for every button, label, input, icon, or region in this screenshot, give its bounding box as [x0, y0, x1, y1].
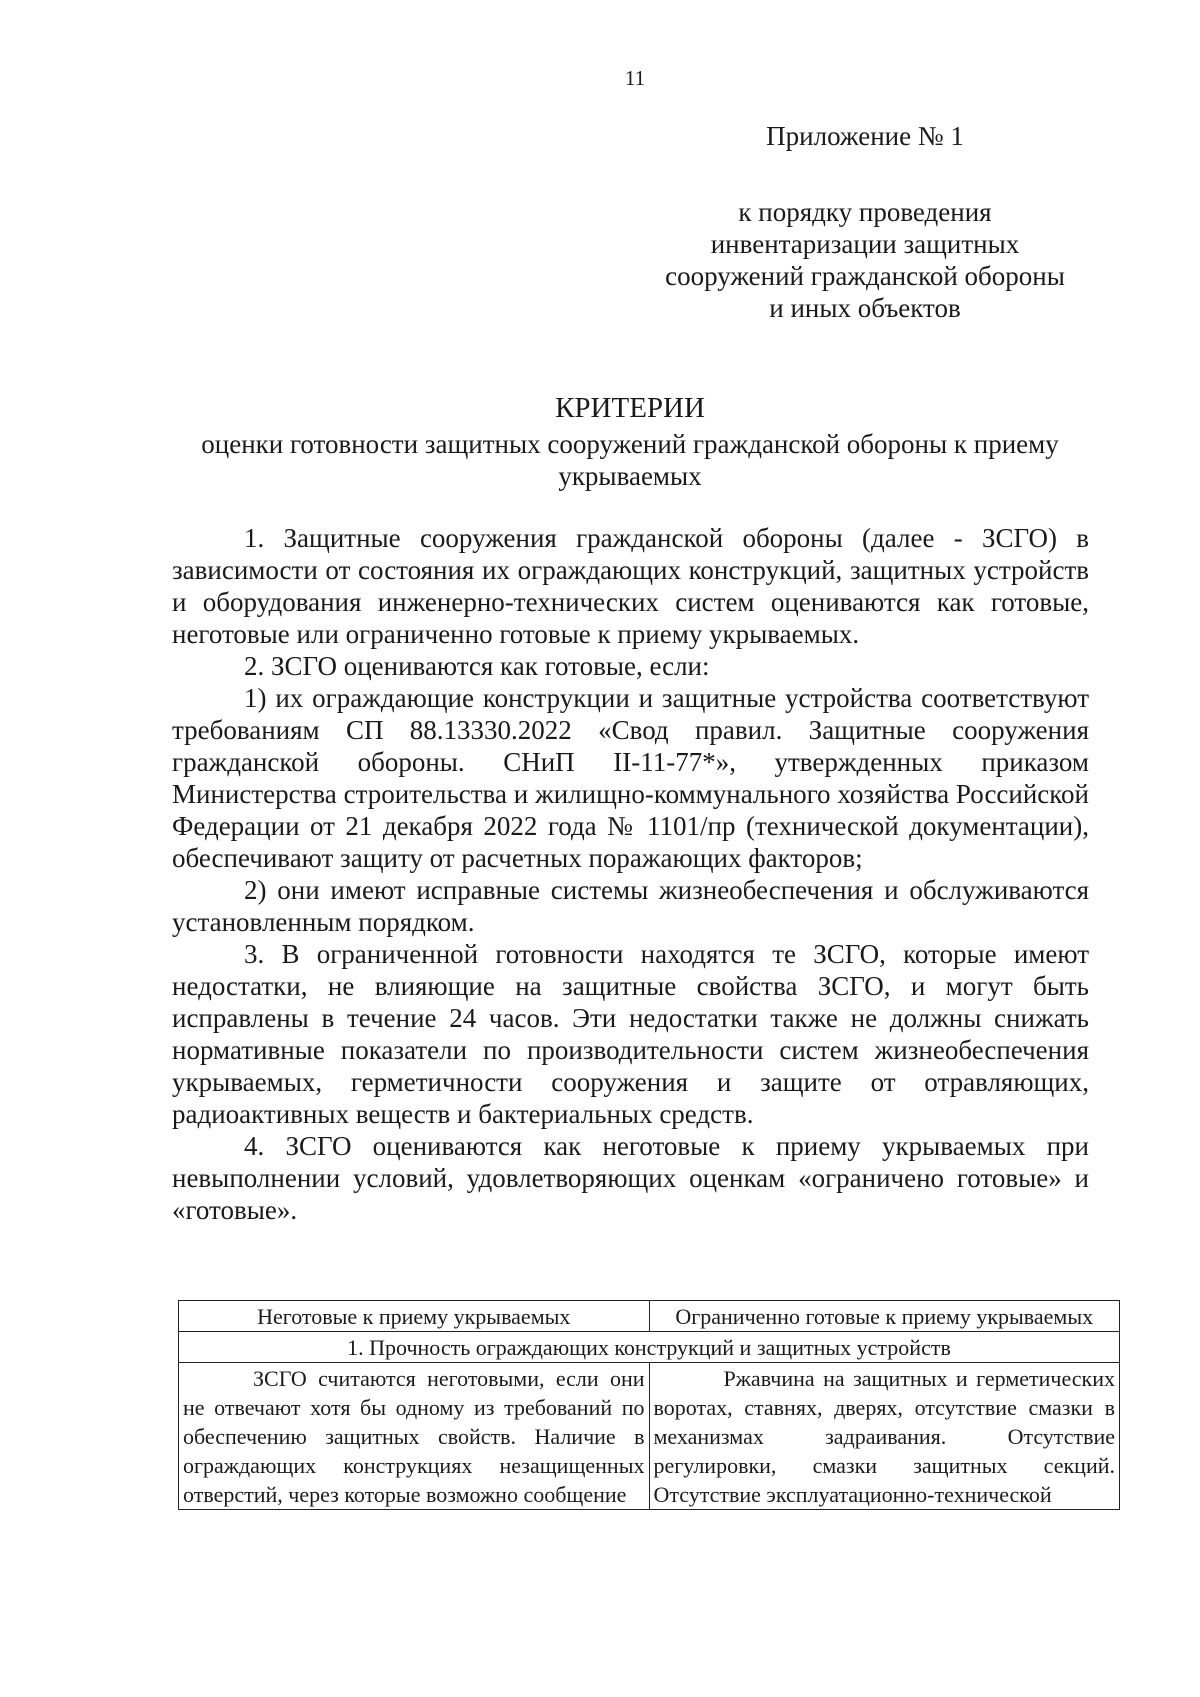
appendix-reference-line: инвентаризации защитных [710, 229, 1020, 259]
paragraph: 4. ЗСГО оцениваются как неготовые к приему укрываемых при невыполнении условий, удовлетворяющих оценкам «ограничено готовые» и «готовые». [172, 1131, 1089, 1225]
table-row [179, 1363, 1120, 1510]
appendix-reference [650, 196, 1080, 324]
paragraph: 2) они имеют исправные системы жизнеобеспечения и обслуживаются установленным порядком. [172, 875, 1089, 937]
paragraph: 1) их ограждающие конструкции и защитные устройства соответствуют требованиям СП 88.13330.2022 «Свод правил. Защитные сооружения гражданской обороны. СНиП II-11-77*», утвержденных приказом Министерства строительства и жилищно-коммунального хозяйства Российской Федерации от 21 декабря 2022 года № 1101/пр (технической документации), обеспечивают защиту от расчетных поражающих факторов; [172, 683, 1089, 873]
table-header-not-ready: Неготовые к приему укрываемых [179, 1301, 650, 1332]
page-number: 11 [624, 66, 646, 90]
paragraph: 1. Защитные сооружения гражданской обороны (далее - ЗСГО) в зависимости от состояния их ограждающих конструкций, защитных устройств и оборудования инженерно-технических систем оцениваются как готовые, неготовые или ограниченно готовые к приему укрываемых. [172, 523, 1089, 649]
appendix-reference-line: сооружений гражданской обороны [665, 261, 1065, 291]
document-title: КРИТЕРИИ [555, 392, 705, 424]
paragraph: 3. В ограниченной готовности находятся те ЗСГО, которые имеют недостатки, не влияющие на защитные свойства ЗСГО, и могут быть исправлены в течение 24 часов. Эти недостатки также не должны снижать нормативные показатели по производительности систем жизнеобеспечения укрываемых, герметичности сооружения и защите от отравляющих, радиоактивных веществ и бактериальных средств. [172, 939, 1089, 1129]
table-header-row [179, 1301, 1120, 1332]
table-section-title: 1. Прочность ограждающих конструкций и защитных устройств [179, 1332, 1120, 1363]
appendix-reference-line: и иных объектов [769, 293, 961, 323]
document-body [172, 522, 1089, 1226]
appendix-reference-line: к порядку проведения [738, 197, 992, 227]
criteria-table [178, 1300, 1120, 1510]
table-header-limited-ready: Ограниченно готовые к приему укрываемых [649, 1301, 1120, 1332]
paragraph: 2. ЗСГО оцениваются как готовые, если: [244, 651, 710, 681]
table-cell-not-ready: ЗСГО считаются неготовыми, если они не отвечают хотя бы одному из требований по обеспечению защитных свойств. Наличие в ограждающих конструкциях незащищенных отверстий, через которые возможно сообщение [179, 1363, 650, 1510]
table-section-row [179, 1332, 1120, 1363]
table-cell-limited-ready: Ржавчина на защитных и герметических воротах, ставнях, дверях, отсутствие смазки в механизмах задраивания. Отсутствие регулировки, смазки защитных секций. Отсутствие эксплуатационно-технической [649, 1363, 1120, 1510]
appendix-title: Приложение № 1 [766, 121, 964, 151]
document-subtitle: оценки готовности защитных сооружений гражданской обороны к приему укрываемых [201, 429, 1059, 491]
